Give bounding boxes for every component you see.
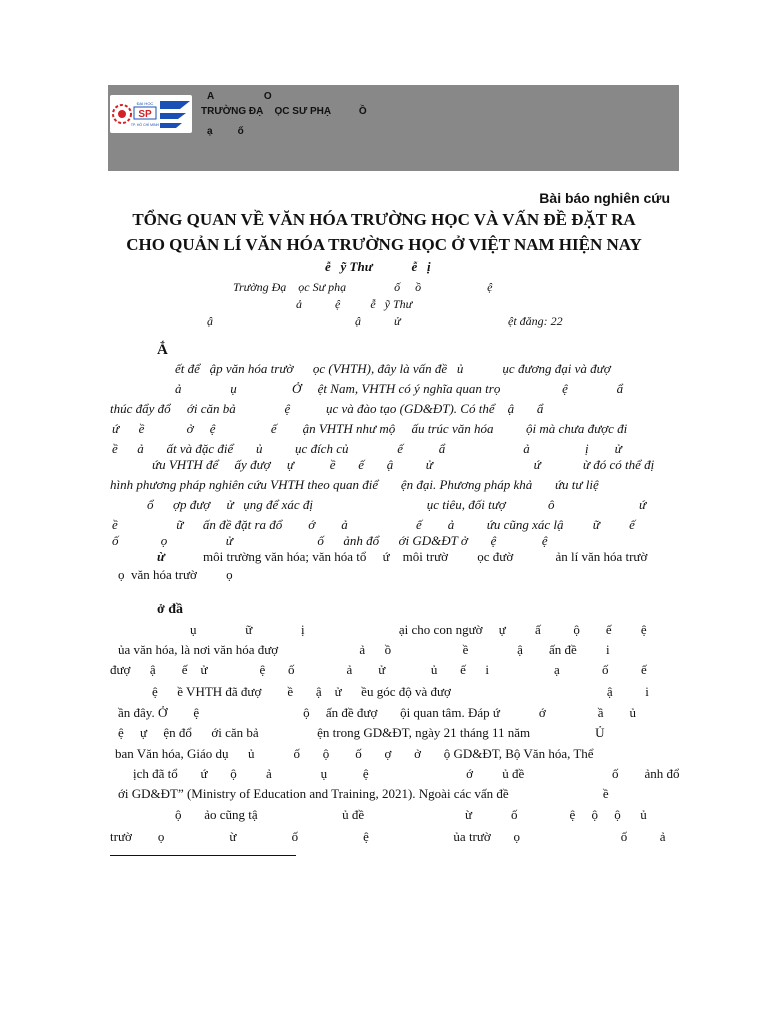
body-line: ệ ề VHTH đã đượ ề ậ ử ều góc độ và đượ ậ i bbox=[152, 684, 649, 699]
abstract-line: ứ ề ở ệ ế ận VHTH như mộ ấu trúc văn hóa ội mà chưa được đi bbox=[112, 421, 628, 436]
body-line: ần đây. Ở ệ ộ ấn đề đượ ội quan tâm. Đáp ứ ớ ầ ủ bbox=[118, 705, 637, 720]
body-line: đượ ậ ế ử ệ ố ả ử ủ ế i ạ ố ế bbox=[110, 662, 647, 677]
body-line: ới GD&ĐT” (Ministry of Education and Training, 2021). Ngoài các vấn đề ề bbox=[118, 786, 609, 801]
authors: ễ ỹ Thư ễ ị bbox=[325, 259, 431, 274]
abstract-line: ả ụ Ở ệt Nam, VHTH có ý nghĩa quan trọ ệ ẩ bbox=[175, 381, 624, 396]
journal-info-line: ạ ố bbox=[207, 126, 244, 137]
footnote-divider bbox=[110, 855, 296, 856]
keywords-label: ừ bbox=[157, 549, 165, 564]
abstract-line: ổ ợp đượ ử ụng để xác đị ục tiêu, đối tượ ô ứ bbox=[147, 497, 647, 512]
svg-text:ĐẠI HỌC: ĐẠI HỌC bbox=[136, 101, 154, 106]
article-type-label: Bài báo nghiên cứu bbox=[539, 190, 670, 206]
abstract-line: thúc đẩy đổ ới căn bả ệ ục và đào tạo (GD&ĐT). Có thể ậ ẩ bbox=[110, 401, 544, 416]
affiliation-line-2: ả ệ ễ ỹ Thư bbox=[296, 297, 413, 311]
dates-received: ậ bbox=[207, 314, 213, 328]
abstract-line: ề ữ ấn đề đặt ra đổ ớ ả ế ả ứu cũng xác lậ ữ ế bbox=[112, 517, 635, 532]
abstract-line: ố ọ ử ố ảnh đổ ới GD&ĐT ở ệ ệ bbox=[112, 533, 548, 548]
dates-published: ệt đăng: 22 bbox=[508, 314, 563, 328]
body-line: ủa văn hóa, là nơi văn hóa đượ ả ồ ề ậ ấn đề i bbox=[118, 642, 610, 657]
body-line: ệ ự ện đổ ới căn bả ện trong GD&ĐT, ngày 21 tháng 11 năm Ủ bbox=[118, 725, 605, 740]
university-logo bbox=[110, 95, 192, 133]
article-title-line-1: TỔNG QUAN VỀ VĂN HÓA TRƯỜNG HỌC VÀ VẤN ĐỀ ĐẶT RA bbox=[132, 210, 636, 229]
abstract-heading: Ắ bbox=[157, 342, 168, 358]
body-line: ban Văn hóa, Giáo dụ ủ ố ộ ố ợ ở ộ GD&ĐT, Bộ Văn hóa, Thể bbox=[115, 746, 594, 761]
abstract-line: ết để ập văn hóa trườ ọc (VHTH), đây là vấn đề ủ ục đương đại và đượ bbox=[175, 361, 611, 376]
abstract-line: ề ả ất và đặc điể ủ ục đích củ ế ẩ ả ị ử bbox=[112, 441, 622, 456]
svg-text:SP: SP bbox=[138, 109, 152, 120]
dates-revised: ậ ử bbox=[355, 314, 401, 328]
body-line: ộ ảo cũng tậ ủ đề ừ ố ệ ộ ộ ủ bbox=[175, 807, 647, 822]
journal-header-band bbox=[108, 85, 679, 171]
body-line: ụ ữ ị ại cho con ngườ ự ấ ộ ế ệ bbox=[190, 622, 647, 637]
abstract-line: ứu VHTH để ấy đượ ự ề ế ậ ử ứ ừ đó có thể đị bbox=[152, 457, 655, 472]
journal-name-line: A O bbox=[207, 91, 272, 102]
abstract-line: hình phương pháp nghiên cứu VHTH theo quan điể ện đại. Phương pháp khả ứu tư liệ bbox=[110, 477, 599, 492]
affiliation-line-1: Trường Đạ ọc Sư phạ ố ồ ệ bbox=[233, 280, 493, 294]
keywords-line-1: môi trường văn hóa; văn hóa tổ ứ môi trườ ọc đườ ản lí văn hóa trườ bbox=[203, 549, 648, 564]
university-name-line: TRƯỜNG ĐẠ ỌC SƯ PHẠ Ồ bbox=[201, 106, 367, 117]
section-heading-introduction: ở đầ bbox=[157, 602, 184, 617]
body-line: ịch đã tổ ứ ộ ả ụ ệ ớ ủ đề ố ảnh đổ bbox=[133, 766, 680, 781]
keywords-line-2: ọ văn hóa trườ ọ bbox=[118, 567, 233, 582]
article-title-line-2: CHO QUẢN LÍ VĂN HÓA TRƯỜNG HỌC Ở VIỆT NAM HIỆN NAY bbox=[126, 235, 642, 254]
svg-text:TP. HỒ CHÍ MINH: TP. HỒ CHÍ MINH bbox=[130, 123, 160, 127]
body-line: trườ ọ ừ ố ệ ủa trườ ọ ố ả bbox=[110, 829, 666, 844]
